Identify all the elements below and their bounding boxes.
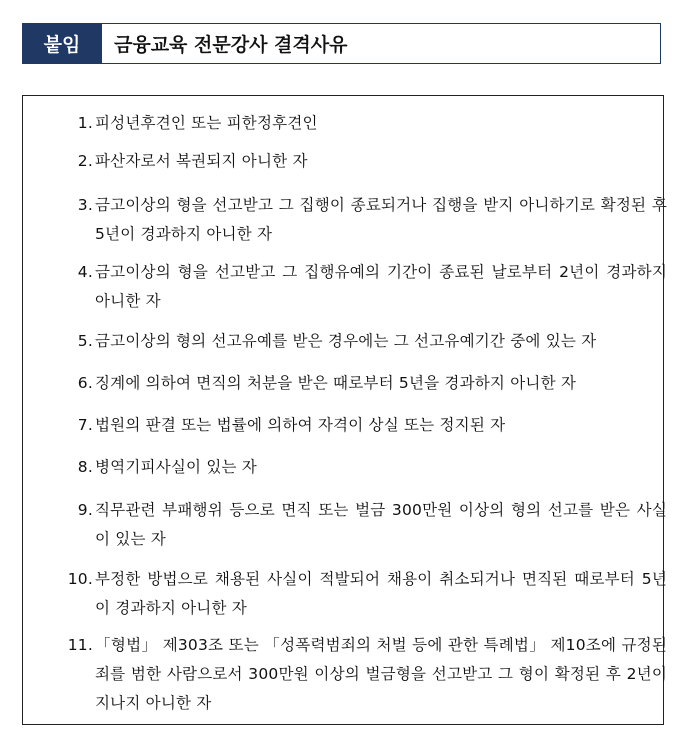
item-number: 11. (67, 636, 93, 654)
item-number: 10. (67, 570, 93, 588)
item-number: 7. (77, 416, 93, 434)
item-number: 6. (77, 374, 93, 392)
item-number: 1. (77, 114, 93, 132)
item-text: 병역기피사실이 있는 자 (95, 458, 257, 476)
item-number: 4. (77, 263, 93, 281)
page-title: 금융교육 전문강사 결격사유 (102, 23, 661, 64)
item-number: 8. (77, 458, 93, 476)
item-number: 5. (77, 332, 93, 350)
item-text: 금고이상의 형을 선고받고 그 집행유예의 기간이 종료된 날로부터 2년이 경과하지 아니한 자 (95, 263, 667, 310)
item-text: 부정한 방법으로 채용된 사실이 적발되어 채용이 취소되거나 면직된 때로부터 5년이 경과하지 아니한 자 (95, 570, 667, 617)
item-number: 9. (77, 501, 93, 519)
item-text: 금고이상의 형을 선고받고 그 집행이 종료되거나 집행을 받지 아니하기로 확정된 후 5년이 경과하지 아니한 자 (95, 196, 667, 243)
attachment-tag: 붙임 (22, 23, 102, 64)
header-bar (22, 23, 661, 64)
item-text: 법원의 판결 또는 법률에 의하여 자격이 상실 또는 정지된 자 (95, 416, 506, 434)
item-text: 직무관련 부패행위 등으로 면직 또는 벌금 300만원 이상의 형의 선고를 받은 사실이 있는 자 (95, 501, 667, 548)
item-text: 「형법」 제303조 또는 「성폭력범죄의 처벌 등에 관한 특례법」 제10조에 규정된 죄를 범한 사람으로서 300만원 이상의 벌금형을 선고받고 그 형이 확정된 후 2년이 지나지 아니한 자 (95, 636, 667, 712)
item-text: 금고이상의 형의 선고유예를 받은 경우에는 그 선고유예기간 중에 있는 자 (95, 332, 597, 350)
item-text: 피성년후견인 또는 피한정후견인 (95, 114, 318, 132)
item-number: 3. (77, 196, 93, 214)
item-text: 파산자로서 복권되지 아니한 자 (95, 152, 308, 170)
disqualification-list-box (22, 95, 667, 725)
item-text: 징계에 의하여 면직의 처분을 받은 때로부터 5년을 경과하지 아니한 자 (95, 374, 577, 392)
item-number: 2. (77, 152, 93, 170)
